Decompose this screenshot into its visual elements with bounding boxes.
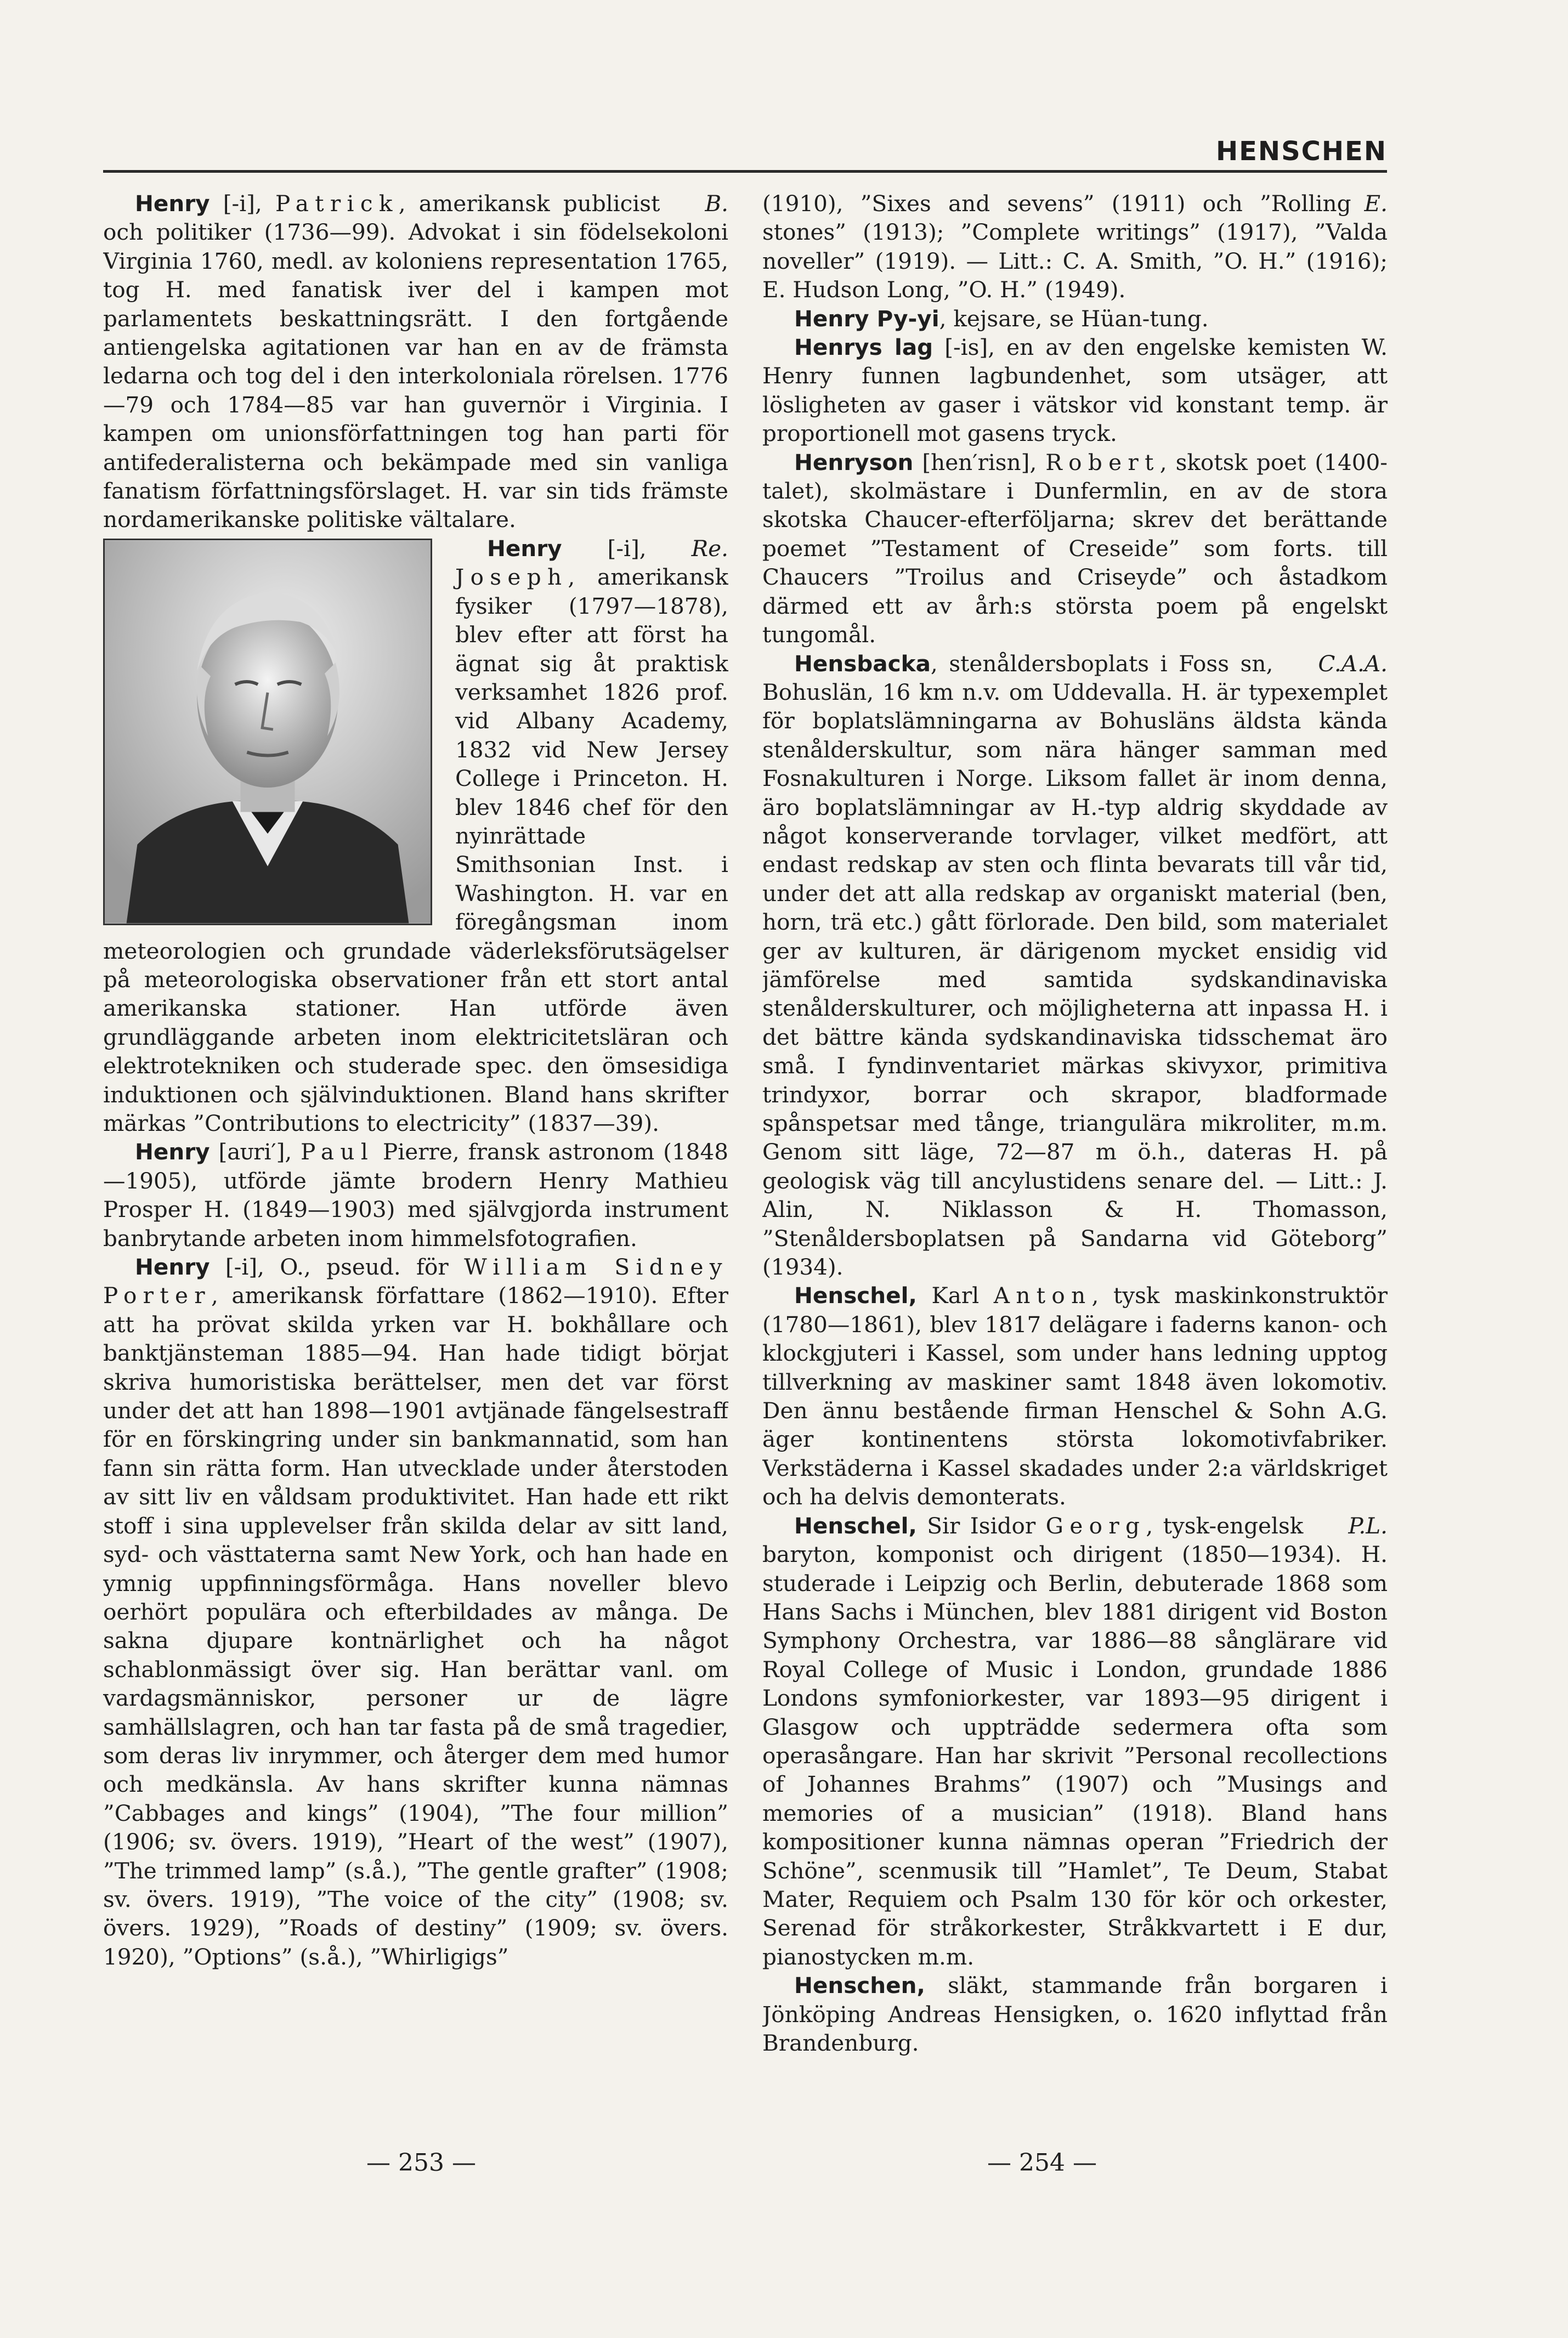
entry-given-name: Joseph [455, 564, 568, 591]
left-column [103, 189, 728, 2131]
entry [103, 1137, 728, 1253]
entry [762, 1281, 1388, 1511]
entry-pronunciation: [-i], [562, 535, 647, 562]
entry-text: , skotsk poet (1400-talet), skolmästare i Dunfermlin, en av de stora skotska Chaucer-efterföljarna; skrev det berättande poemet ”Testament of Creseide” som forts. till Chaucers ”Troilus and Criseyde” och åstadkom därmed ett av årh:s största poem på engelskt tungomål. [762, 449, 1388, 648]
header-rule [103, 170, 1387, 173]
entry-given-name: Anton [993, 1282, 1092, 1309]
entry-pronunciation: Sir Isidor [916, 1512, 1046, 1539]
entry-signature: P.L. [1348, 1512, 1388, 1539]
entry-given-name: Patrick [275, 190, 399, 217]
entry-signature: E. [1364, 190, 1388, 217]
entry-text: , amerikansk publicist och politiker (1736—99). Advokat i sin födelsekoloni Virginia 1760, medl. av koloniens representation 1765, tog H. med fanatisk iver del i kampen mot parlamentets beskattningsrätt. I den fortgående antiengelska agitationen var han en av de främsta ledarna och tog del i den interkoloniala rörelsen. 1776—79 och 1784—85 var han guvernör i Virginia. I kampen om unionsförfattningen tog han parti för antifederalisterna och bekämpade med sin vanliga fanatism författningsförslaget. H. var sin tids främste nordamerikanske politiske vältalare. [103, 190, 728, 533]
entry [762, 189, 1388, 304]
entry-headword: Henry [135, 190, 210, 217]
running-header: HENSCHEN [1215, 136, 1387, 167]
page-number-left: — 253 — [366, 2149, 476, 2177]
entry-text: släkt, stammande från borgaren i Jönköping Andreas Hensigken, o. 1620 inflyttad från Brandenburg. [762, 1972, 1388, 2056]
entry-signature: C.A.A. [1318, 650, 1388, 677]
entry-headword: Hensbacka [794, 650, 931, 677]
entry-headword: Henry [135, 1254, 210, 1281]
entry-signature: Re. [691, 535, 728, 562]
entry-headword: Henryson [794, 449, 914, 475]
entry-text: , tysk-engelsk baryton, komponist och dirigent (1850—1934). H. studerade i Leipzig och Berlin, debuterade 1868 som Hans Sachs i München, blev 1881 dirigent vid Boston Symphony Orchestra, var 1886—88 sånglärare vid Royal College of Music i London, grundade 1886 Londons symfoniorkester, var 1893—95 dirigent i Glasgow och uppträdde sedermera ofta som operasångare. Han har skrivit ”Personal recollections of Johannes Brahms” (1907) och ”Musings and memories of a musician” (1918). Bland hans kompositioner kunna nämnas operan ”Friedrich der Schöne”, scenmusik till ”Hamlet”, Te Deum, Stabat Mater, Requiem och Psalm 130 för kör och orkester, Serenad för stråkorkester, Stråkkvartett i E dur, pianostycken m.m. [762, 1512, 1388, 1970]
entry-headword: Henschel, [794, 1282, 917, 1309]
entry-text: (1910), ”Sixes and sevens” (1911) och ”Rolling stones” (1913); ”Complete writings” (1917), ”Valda noveller” (1919). — Litt.: C. A. Smith, ”O. H.” (1916); E. Hudson Long, ”O. H.” (1949). [762, 190, 1388, 303]
entry-pronunciation: [-i], [210, 190, 275, 217]
entry [762, 333, 1388, 448]
entry-text: Pierre, fransk astronom (1848—1905), utförde jämte brodern Henry Mathieu Prosper H. (1849—1903) med självgjorda instrument banbrytande arbeten inom himmelsfotografien. [103, 1139, 728, 1252]
right-column [762, 189, 1388, 2131]
entry-headword: Henry [135, 1139, 210, 1165]
entry-text: , kejsare, se Hüan-tung. [939, 305, 1209, 332]
entry [762, 448, 1388, 649]
entry-text: , stenåldersboplats i Foss sn, Bohuslän, 16 km n.v. om Uddevalla. H. är typexemplet för boplatslämningarna av Bohusläns äldsta kända stenålderskultur, som nära hänger samman med Fosnakulturen i Norge. Liksom fallet är inom denna, äro boplatslämningar av H.-typ aldrig skyddade av något konserverande torvlager, vilket medfört, att endast redskap av sten och flinta bevarats till vår tid, under det att alla redskap av organiskt material (ben, horn, trä etc.) gått förlorade. Den bild, som materialet ger av kulturen, är därigenom mycket ensidig vid jämförelse med samtida sydskandinaviska stenålderskulturer, och möjligheterna att inpassa H. i det bättre kända sydskandinaviska tidsschemat äro små. I fyndinventariet märkas skivyxor, primitiva trindyxor, borrar och skrapor, bladformade spånspetsar med tånge, triangulära mikroliter, m.m. Genom sitt läge, 72—87 m ö.h., dateras H. på geologisk väg till ancylustidens senare del. — Litt.: J. Alin, N. Niklasson & H. Thomasson, ”Stenåldersboplatsen på Sandarna vid Göteborg” (1934). [762, 650, 1388, 1281]
entry-pronunciation: Karl [916, 1282, 994, 1309]
entry-pronunciation: [hen′risn], [913, 449, 1046, 475]
entry-headword: Henry [487, 535, 562, 562]
entry-pronunciation: [aᴜri′], [210, 1139, 301, 1165]
entry-text: , amerikansk författare (1862—1910). Efter att ha prövat skilda yrken var H. bokhållare och banktjänsteman 1885—94. Han hade tidigt börjat skriva humoristiska berättelser, men det var först under det att han 1898—1901 avtjänade fängelsestraff för en förskingring under sin bankmannatid, som han fann sin rätta form. Han utvecklade under återstoden av sitt liv en våldsam produktivitet. Han hade ett rikt stoff i sina upplevelser från skilda delar av sitt land, syd- och västtaterna samt New York, och han hade en ymnig uppfinningsförmåga. Hans noveller blevo oerhört populära och efterbildades av många. De sakna djupare kontnärlighet och ha något schablonmässigt över sig. Han berättar vanl. om vardagsmänniskor, personer ur de lägre samhällslagren, och han tar fasta på de små tragedier, som deras liv inrymmer, och återger dem med humor och medkänsla. Av hans skrifter kunna nämnas ”Cabbages and kings” (1904), ”The four million” (1906; sv. övers. 1919), ”Heart of the west” (1907), ”The trimmed lamp” (s.å.), ”The gentle grafter” (1908; sv. övers. 1919), ”The voice of the city” (1908; sv. övers. 1929), ”Roads of destiny” (1909; sv. övers. 1920), ”Options” (s.å.), ”Whirligigs” [103, 1282, 728, 1970]
entry-signature: B. [705, 190, 728, 217]
entry-headword: Henschel, [794, 1512, 917, 1539]
entry-text: en av den engelske kemisten W. Henry funnen lagbundenhet, som utsäger, att lösligheten av gaser i vätskor vid konstant temp. är proportionell mot gasens tryck. [762, 334, 1388, 447]
entry-given-name: Georg [1045, 1512, 1146, 1539]
entry-pronunciation: [-i], O., pseud. för [210, 1254, 465, 1281]
entry-text: , amerikansk fysiker (1797—1878), blev efter att först ha ägnat sig åt praktisk verksamhet 1826 prof. vid Albany Academy, 1832 vid New Jersey College i Princeton. H. blev 1846 chef för den nyinrättade Smithsonian Inst. i Washington. H. var en föregångsman inom meteorologien och grundade väderleksförutsägelser på meteorologiska observationer från ett stort antal amerikanska stationer. Han utförde även grundläggande arbeten inom elektricitetsläran och elektrotekniken och studerade spec. den ömsesidiga induktionen och självinduktionen. Bland hans skrifter märkas ”Contributions to electricity” (1837—39). [103, 564, 728, 1136]
entry-headword: Henschen, [794, 1972, 925, 1999]
entry-headword: Henry Py-yi [794, 305, 939, 332]
entry [103, 189, 728, 534]
portrait-photo [103, 539, 432, 925]
entry-given-name: Paul [301, 1139, 375, 1165]
entry [762, 1971, 1388, 2057]
page-number-right: — 254 — [987, 2149, 1097, 2177]
entry [762, 649, 1388, 1282]
entry [762, 1512, 1388, 1972]
entry-given-name: William Sidney Porter [103, 1254, 728, 1309]
entry [103, 1253, 728, 1971]
entry-headword: Henrys lag [794, 334, 933, 361]
entry-pronunciation: [-is], [933, 334, 1007, 361]
entry-given-name: Robert [1045, 449, 1160, 475]
entry [103, 534, 728, 1138]
entry [762, 304, 1388, 333]
entry-text: , tysk maskinkonstruktör (1780—1861), blev 1817 delägare i faderns kanon- och klockgjuteri i Kassel, som under hans ledning upptog tillverkning av maskiner samt 1848 även lokomotiv. Den ännu bestående firman Henschel & Sohn A.G. äger kontinentens största lokomotivfabriker. Verkstäderna i Kassel skadades under 2:a världskriget och ha delvis demonterats. [762, 1282, 1388, 1510]
